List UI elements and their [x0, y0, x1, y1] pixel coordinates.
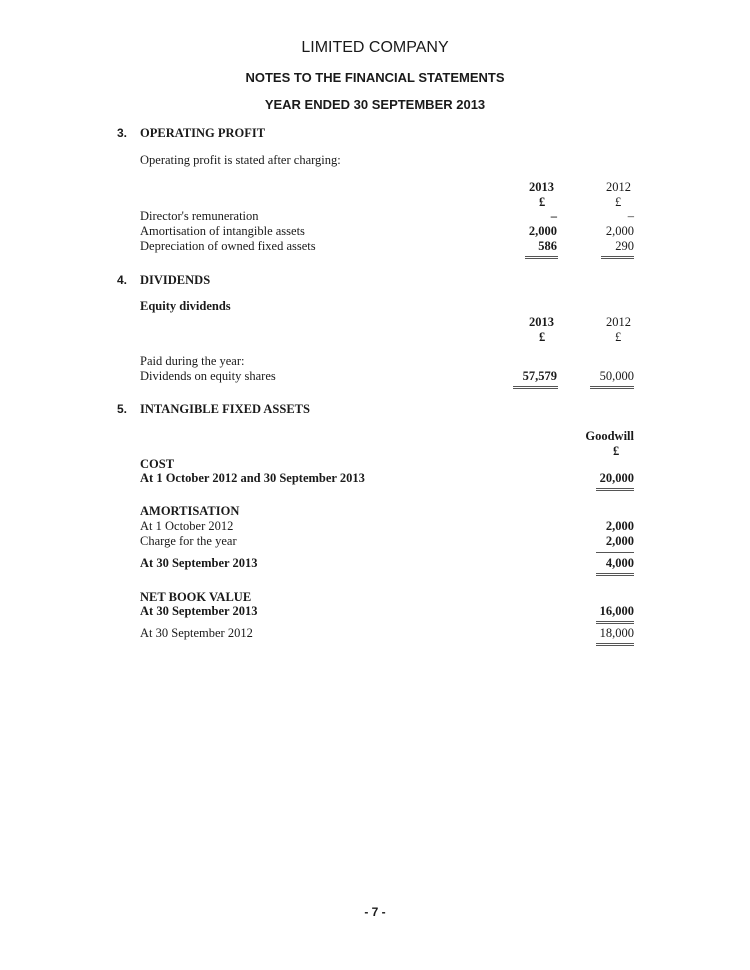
note4-title: DIVIDENDS [140, 273, 211, 287]
row-label: Director's remuneration [140, 209, 259, 223]
row-value-2012: 290 [615, 239, 634, 253]
col-2013: 2013 [529, 180, 554, 194]
double-underline [596, 573, 634, 576]
note4-intro: Paid during the year: [140, 354, 245, 368]
currency: £ [615, 195, 622, 209]
row-value-2012: – [627, 209, 634, 223]
currency: £ [539, 330, 546, 344]
underline [596, 552, 634, 553]
note5-title: INTANGIBLE FIXED ASSETS [140, 402, 310, 416]
double-underline [601, 256, 634, 259]
double-underline [590, 386, 634, 389]
period-title: YEAR ENDED 30 SEPTEMBER 2013 [264, 97, 486, 112]
currency: £ [539, 195, 546, 209]
col-2012: 2012 [606, 180, 631, 194]
double-underline [596, 643, 634, 646]
note3-title: OPERATING PROFIT [140, 126, 266, 140]
row-value-2012: 2,000 [605, 224, 634, 238]
row-value-2013: 2,000 [528, 224, 557, 238]
currency: £ [615, 330, 622, 344]
row-label: Charge for the year [140, 534, 237, 548]
row-label: Amortisation of intangible assets [140, 224, 305, 238]
row-label: At 30 September 2013 [140, 556, 258, 570]
document-title: NOTES TO THE FINANCIAL STATEMENTS [245, 70, 505, 85]
row-value: 2,000 [605, 534, 634, 548]
note5-number: 5. [117, 402, 128, 416]
note3-intro: Operating profit is stated after charging: [140, 153, 341, 167]
row-value: 16,000 [599, 604, 634, 618]
row-value-2013: 586 [538, 239, 557, 253]
note3-number: 3. [117, 126, 128, 140]
double-underline [513, 386, 558, 389]
row-value: 2,000 [605, 519, 634, 533]
row-label: Dividends on equity shares [140, 369, 276, 383]
col-2013: 2013 [529, 315, 554, 329]
double-underline [525, 256, 558, 259]
note4-number: 4. [117, 273, 128, 287]
row-label: At 1 October 2012 [140, 519, 234, 533]
note4-subtitle: Equity dividends [140, 299, 231, 313]
row-value-2013: 57,579 [522, 369, 557, 383]
row-value: 4,000 [605, 556, 634, 570]
company-name: LIMITED COMPANY [301, 39, 449, 56]
currency: £ [613, 444, 620, 458]
row-value-2012: 50,000 [599, 369, 634, 383]
nbv-heading: NET BOOK VALUE [140, 590, 252, 604]
double-underline [596, 621, 634, 624]
row-value-2013: – [550, 209, 557, 223]
col-goodwill: Goodwill [585, 429, 634, 443]
row-label: At 30 September 2012 [140, 626, 253, 640]
amortisation-heading: AMORTISATION [140, 504, 240, 518]
col-2012: 2012 [606, 315, 631, 329]
row-value: 18,000 [599, 626, 634, 640]
row-label: At 30 September 2013 [140, 604, 258, 618]
double-underline [596, 488, 634, 491]
row-value: 20,000 [599, 471, 634, 485]
row-label: Depreciation of owned fixed assets [140, 239, 316, 253]
row-label: At 1 October 2012 and 30 September 2013 [140, 471, 365, 485]
cost-heading: COST [140, 457, 175, 471]
page-number: - 7 - [364, 905, 386, 919]
